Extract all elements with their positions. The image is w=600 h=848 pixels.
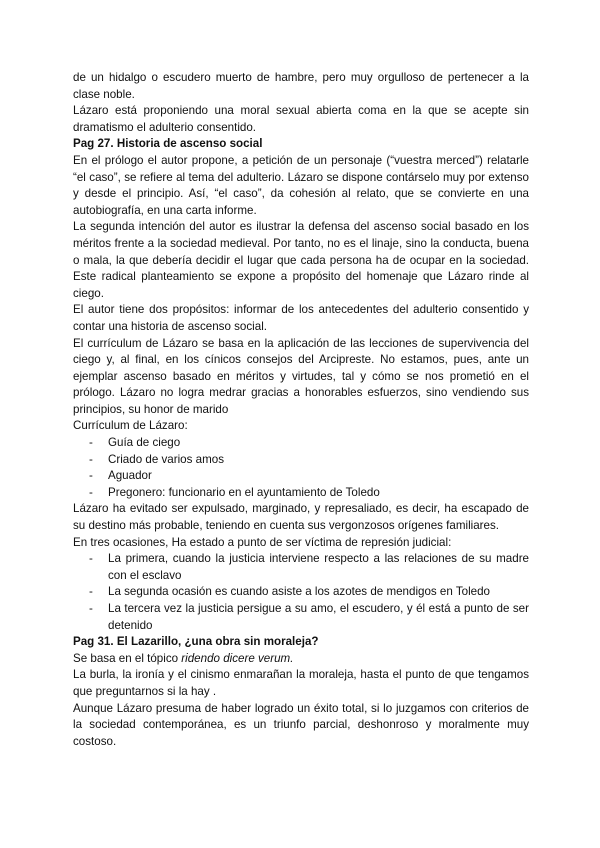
section-31-paragraph-1 [73, 651, 529, 668]
list-item: - La tercera vez la justicia persigue a su amo, el escudero, y él está a punto de ser detenido [73, 601, 529, 634]
section-27-paragraph-4: El currículum de Lázaro se basa en la aplicación de las lecciones de supervivencia del ciego y, al final, en los cínicos consejos del Arcipreste. No estamos, pues, ante un ejemplar ascenso basado en méritos y virtudes, tal y cómo se nos prometió en el prólogo. Lázaro no logra medrar gracias a honorables esfuerzos, sino vendiendo sus principios, su honor de marido [73, 336, 529, 416]
section-27-paragraph-3: El autor tiene dos propósitos: informar de los antecedentes del adulterio consentido y contar una historia de ascenso social. [73, 303, 529, 333]
section-27-heading: Pag 27. Historia de ascenso social [73, 137, 263, 151]
list-item: - La segunda ocasión es cuando asiste a los azotes de mendigos en Toledo [73, 584, 529, 601]
curriculum-label: Currículum de Lázaro: [73, 419, 188, 433]
latin-phrase: ridendo dicere verum. [181, 651, 294, 665]
section-31-paragraph-2: La burla, la ironía y el cinismo enmarañan la moraleja, hasta el punto de que tengamos que preguntarnos si la hay . [73, 668, 529, 698]
section-31-paragraph-3: Aunque Lázaro presuma de haber logrado un éxito total, si lo juzgamos con criterios de la sociedad contemporánea, es un triunfo parcial, deshonroso y moralmente muy costoso. [73, 701, 529, 748]
list-item: - Criado de varios amos [73, 452, 529, 469]
section-31-paragraph-1-lead: Se basa en el tópico [73, 651, 182, 665]
list-item: - La primera, cuando la justicia interviene respecto a las relaciones de su madre con el esclavo [73, 551, 529, 584]
section-27-paragraph-6: En tres ocasiones, Ha estado a punto de ser víctima de represión judicial: [73, 535, 452, 549]
document-page [73, 70, 529, 750]
section-27-paragraph-2: La segunda intención del autor es ilustrar la defensa del ascenso social basado en los méritos frente a la sociedad medieval. Por tanto, no es el linaje, sino la conducta, buena o mala, la que debería decidir el lugar que cada persona ha de ocupar en la sociedad. Este radical planteamiento se expone a propósito del homenaje que Lázaro rinde al ciego. [73, 220, 529, 300]
intro-paragraph-2: Lázaro está proponiendo una moral sexual abierta coma en la que se acepte sin dramatismo el adulterio consentido. [73, 104, 529, 134]
curriculum-list [73, 435, 529, 501]
list-item: - Pregonero: funcionario en el ayuntamiento de Toledo [73, 485, 529, 502]
list-item: - Guía de ciego [73, 435, 529, 452]
section-27-paragraph-5: Lázaro ha evitado ser expulsado, marginado, y represaliado, es decir, ha escapado de su destino más probable, teniendo en cuenta sus vergonzosos orígenes familiares. [73, 502, 529, 533]
occasions-list [73, 551, 529, 634]
list-item: - Aguador [73, 468, 529, 485]
section-27-paragraph-1: En el prólogo el autor propone, a petición de un personaje (“vuestra merced”) relatarle “el caso”, se refiere al tema del adulterio. Lázaro se dispone contárselo muy por extenso y desde el principio. Así, “el caso”, da cohesión al relato, que se convierte en una autobiografía, en una carta informe. [73, 153, 529, 217]
intro-paragraph-1: de un hidalgo o escudero muerto de hambre, pero muy orgulloso de pertenecer a la clase noble. [73, 71, 529, 101]
section-31-heading: Pag 31. El Lazarillo, ¿una obra sin moraleja? [73, 635, 319, 649]
